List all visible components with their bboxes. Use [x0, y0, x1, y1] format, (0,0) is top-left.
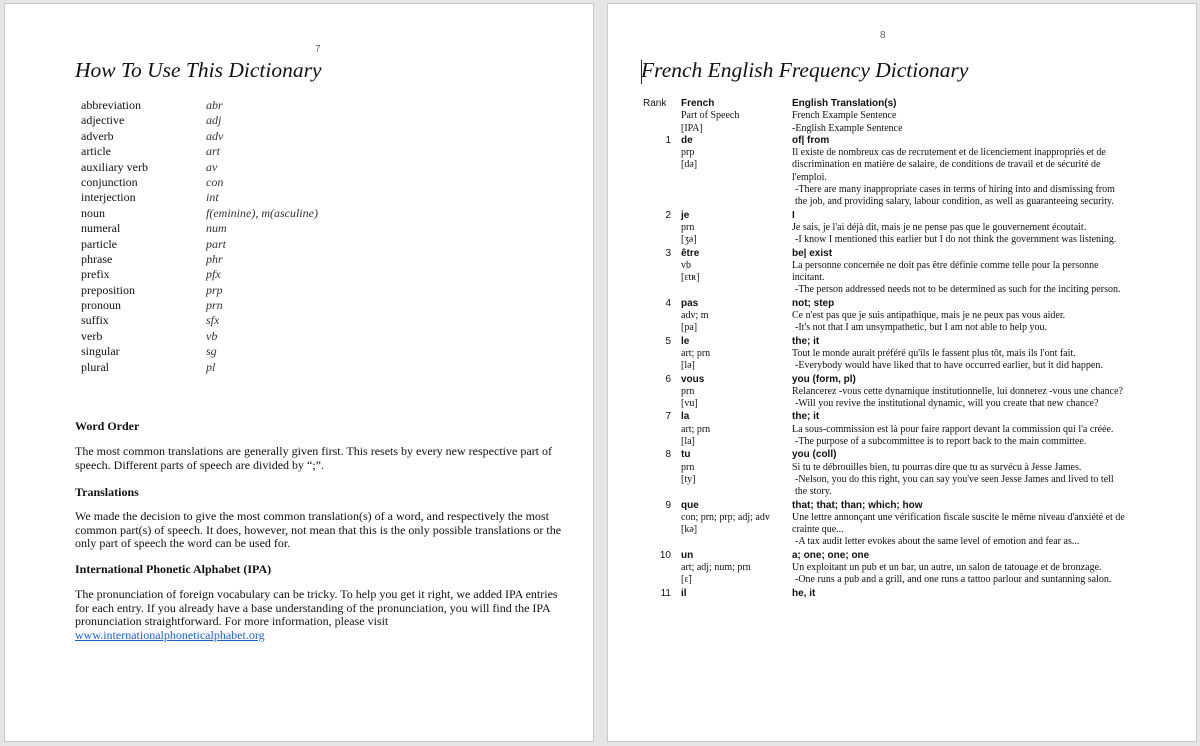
abbreviation-row: [81, 344, 318, 359]
abbreviation-code: num: [206, 221, 227, 236]
entry-translation: a; one; one; one: [792, 549, 870, 561]
entry-headword-row: [643, 411, 1163, 423]
entry-ipa: [ɛtʀ]: [681, 272, 700, 284]
dictionary-entry: [643, 210, 1163, 247]
entry-pos: prn: [681, 221, 695, 233]
abbreviation-code: part: [206, 236, 227, 251]
abbreviation-term: verb: [81, 328, 103, 343]
abbreviation-row: [81, 313, 318, 328]
entry-examples: [792, 424, 1127, 449]
abbreviation-term: singular: [81, 344, 120, 359]
header-french: French: [681, 98, 715, 109]
entry-rank: 9: [665, 499, 671, 511]
entry-translation: not; step: [792, 297, 835, 309]
page-title[interactable]: French English Frequency Dictionary: [641, 58, 969, 82]
abbreviation-list: [81, 98, 318, 375]
entry-rank: 7: [665, 411, 671, 423]
entry-examples: [792, 348, 1127, 373]
entry-examples: [792, 310, 1127, 335]
paragraph-ipa[interactable]: [75, 588, 571, 642]
paragraph-word-order[interactable]: The most common translations are generally given first. This resets by every new respective part of speech. Different parts of speech are divided by “;”.: [75, 444, 552, 472]
abbreviation-code: vb: [206, 328, 218, 343]
entry-example-fr[interactable]: Il existe de nombreux cas de recrutement et de licenciement inappropriés et de discrimination en matière de salaire, de conditions de travail et de sécurité de l'emploi.: [792, 147, 1106, 183]
abbreviation-row: [81, 98, 318, 113]
entry-word: je: [681, 209, 690, 221]
entry-ipa: [la]: [681, 436, 695, 448]
table-header-row-3: [643, 123, 1163, 135]
entry-pos: prp: [681, 147, 695, 159]
empty-cell: [643, 386, 681, 411]
abbreviation-code: adv: [206, 128, 224, 143]
entry-detail-row: [643, 512, 1163, 549]
entry-translation: of| from: [792, 134, 830, 146]
entry-translation: that; that; than; which; how: [792, 499, 923, 511]
entry-ipa: [kə]: [681, 524, 698, 536]
abbreviation-code: adj: [206, 113, 222, 128]
entry-detail-row: [643, 222, 1163, 247]
entry-grammar: [681, 512, 792, 549]
page-title[interactable]: How To Use This Dictionary: [75, 58, 322, 82]
entry-example-en[interactable]: -Will you revive the institutional dynamic, will you create that new chance?: [795, 398, 1099, 410]
entry-examples: [792, 147, 1127, 208]
entry-rank: 4: [665, 297, 671, 309]
entry-example-fr[interactable]: Une lettre annonçant une vérification fiscale suscite le même niveau d'anxiété et de crainte que...: [792, 511, 1125, 536]
empty-cell: [643, 424, 681, 449]
empty-cell: [643, 348, 681, 373]
abbreviation-row: [81, 329, 318, 344]
entry-word: il: [681, 587, 687, 599]
entry-ipa: [ʒə]: [681, 234, 697, 246]
abbreviation-term: auxiliary verb: [81, 159, 148, 174]
page-7: [4, 3, 594, 742]
table-header-row: [643, 98, 1163, 110]
heading-ipa[interactable]: International Phonetic Alphabet (IPA): [75, 562, 272, 576]
header-ipa: [IPA]: [681, 122, 703, 134]
entry-example-fr[interactable]: Tout le monde aurait préféré qu'ils le fassent plus tôt, mais ils l'ont fait.: [792, 347, 1076, 359]
entry-rank: 8: [665, 449, 671, 461]
entry-examples: [792, 386, 1127, 411]
abbreviation-row: [81, 113, 318, 128]
entry-pos: prn: [681, 385, 695, 397]
entry-grammar: [681, 462, 792, 499]
entry-example-en[interactable]: -I know I mentioned this earlier but I do not think the government was listening.: [795, 234, 1117, 246]
entry-word: vous: [681, 373, 705, 385]
abbreviation-code: int: [206, 190, 219, 205]
header-pos: Part of Speech: [681, 110, 740, 122]
entry-headword-row: [643, 336, 1163, 348]
entry-example-fr[interactable]: Ce n'est pas que je suis antipathique, mais je ne peux pas vous aider.: [792, 310, 1066, 322]
dictionary-entry: [643, 550, 1163, 587]
entry-example-en[interactable]: -Everybody would have liked that to have occurred earlier, but it did happen.: [795, 360, 1103, 372]
abbreviation-row: [81, 175, 318, 190]
entry-headword-row: [643, 550, 1163, 562]
header-english: English Translation(s): [792, 98, 897, 109]
abbreviation-row: [81, 298, 318, 313]
entry-detail-row: [643, 424, 1163, 449]
entry-word: pas: [681, 297, 699, 309]
entry-pos: con; prn; prp; adj; adv: [681, 511, 770, 523]
entry-word: tu: [681, 449, 691, 461]
abbreviation-term: article: [81, 144, 111, 159]
entry-pos: art; adj; num; prn: [681, 561, 751, 573]
abbreviation-term: phrase: [81, 251, 113, 266]
abbreviation-code: con: [206, 174, 224, 189]
entry-rank: 1: [665, 134, 671, 146]
entry-pos: prn: [681, 461, 695, 473]
abbreviation-term: pronoun: [81, 298, 121, 313]
entry-pos: adv; m: [681, 310, 709, 322]
entry-word: de: [681, 134, 693, 146]
entry-examples: [792, 512, 1127, 549]
entry-translation: I: [792, 209, 795, 221]
entry-grammar: [681, 310, 792, 335]
abbreviation-code: sfx: [206, 313, 220, 328]
entry-grammar: [681, 260, 792, 297]
entry-headword-row: [643, 449, 1163, 461]
entry-word: un: [681, 549, 694, 561]
entry-detail-row: [643, 310, 1163, 335]
abbreviation-term: suffix: [81, 313, 109, 328]
ipa-website-link[interactable]: www.internationalphoneticalphabet.org: [75, 627, 265, 642]
paragraph-translations[interactable]: We made the decision to give the most common translation(s) of a word, and respectively the most common part(s) of speech. It does, however, not mean that this is the only possible translations or the only part of speech the word can be used for.: [75, 509, 562, 550]
abbreviation-code: prp: [206, 282, 223, 297]
entry-grammar: [681, 147, 792, 208]
entry-rank: 11: [660, 587, 671, 599]
entry-detail-row: [643, 147, 1163, 208]
entry-ipa: [ty]: [681, 473, 696, 485]
abbreviation-term: particle: [81, 236, 117, 251]
abbreviation-row: [81, 206, 318, 221]
abbreviation-term: numeral: [81, 221, 121, 236]
dictionary-entry: [643, 449, 1163, 498]
abbreviation-term: adjective: [81, 113, 125, 128]
empty-cell: [643, 512, 681, 549]
entry-translation: the; it: [792, 335, 820, 347]
abbreviation-code: phr: [206, 251, 223, 266]
entry-headword-row: [643, 500, 1163, 512]
entry-example-en[interactable]: -It's not that I am unsympathetic, but I am not able to help you.: [795, 322, 1048, 334]
abbreviation-row: [81, 160, 318, 175]
entry-detail-row: [643, 386, 1163, 411]
abbreviation-code: sg: [206, 344, 217, 359]
entry-grammar: [681, 424, 792, 449]
empty-cell: [643, 147, 681, 208]
entry-word: la: [681, 411, 690, 423]
empty-cell: [643, 462, 681, 499]
entry-rank: 10: [659, 549, 671, 561]
paragraph-ipa-text: The pronunciation of foreign vocabulary can be tricky. To help you get it right, we added IPA entries for each entry. If you already have a base understanding of the pronunciation, you will find the IPA pronunciation straightforward. For more information, please visit: [75, 587, 558, 628]
abbreviation-code: pl: [206, 359, 216, 374]
abbreviation-term: abbreviation: [81, 98, 141, 112]
entry-pos: art; prn: [681, 423, 711, 435]
abbreviation-term: noun: [81, 205, 105, 220]
dictionary-entry: [643, 248, 1163, 297]
entry-translation: you (coll): [792, 449, 837, 461]
page-8: [607, 3, 1197, 742]
abbreviation-row: [81, 267, 318, 282]
entry-example-fr[interactable]: La sous-commission est là pour faire rapport devant la commission qui l'a créée.: [792, 423, 1114, 435]
entry-word: être: [681, 247, 700, 259]
entry-translation: be| exist: [792, 247, 833, 259]
empty-cell: [643, 123, 681, 135]
abbreviation-term: interjection: [81, 190, 136, 205]
entry-ipa: [ɛ̃]: [681, 574, 692, 586]
empty-cell: [643, 260, 681, 297]
entry-word: le: [681, 335, 690, 347]
abbreviation-code: pfx: [206, 267, 221, 282]
abbreviation-term: preposition: [81, 282, 135, 297]
entry-examples: [792, 462, 1127, 499]
abbreviation-row: [81, 252, 318, 267]
entry-examples: [792, 562, 1127, 587]
empty-cell: [643, 310, 681, 335]
entry-examples: [792, 222, 1127, 247]
abbreviation-row: [81, 360, 318, 375]
entry-grammar: [681, 562, 792, 587]
empty-cell: [643, 562, 681, 587]
entry-example-fr[interactable]: Un exploitant un pub et un bar, un autre, un salon de tatouage et de bronzage.: [792, 561, 1102, 573]
entry-headword-row: [643, 135, 1163, 147]
entry-example-en[interactable]: -The purpose of a subcommittee is to report back to the main committee.: [795, 436, 1087, 448]
entry-example-fr[interactable]: Relancerez -vous cette dynamique institutionnelle, lui donnerez -vous une chance?: [792, 385, 1123, 397]
dictionary-entry: [643, 588, 1163, 600]
entry-headword-row: [643, 248, 1163, 260]
entry-detail-row: [643, 462, 1163, 499]
entry-example-en[interactable]: -A tax audit letter evokes about the same level of emotion and fear as...: [795, 536, 1080, 548]
entry-headword-row: [643, 210, 1163, 222]
abbreviation-code: av: [206, 159, 218, 174]
page-number: 8: [880, 30, 886, 41]
entry-example-en[interactable]: -One runs a pub and a grill, and one runs a tattoo parlour and suntanning salon.: [795, 574, 1112, 586]
header-example-en: -English Example Sentence: [792, 122, 903, 134]
entry-grammar: [681, 386, 792, 411]
entry-example-en[interactable]: -There are many inappropriate cases in terms of hiring into and dismissing from the job, and providing salary, labour condition, as well as guaranteeing security.: [795, 184, 1115, 208]
abbreviation-term: plural: [81, 359, 109, 374]
entry-rank: 6: [665, 373, 671, 385]
entry-ipa: [vu]: [681, 398, 698, 410]
entry-pos: art; prn: [681, 347, 711, 359]
frequency-table: [643, 98, 1163, 601]
entry-translation: you (form, pl): [792, 373, 856, 385]
entry-ipa: [lə]: [681, 360, 695, 372]
entry-example-fr[interactable]: Si tu te débrouilles bien, tu pourras dire que tu as survécu à Jesse James.: [792, 461, 1082, 473]
abbreviation-term: prefix: [81, 267, 110, 282]
abbreviation-row: [81, 129, 318, 144]
entry-rank: 3: [665, 247, 671, 259]
abbreviation-code: prn: [206, 298, 223, 313]
entry-ipa: [də]: [681, 159, 698, 171]
header-rank: Rank: [643, 98, 667, 109]
entry-examples: [792, 260, 1127, 297]
entry-example-en[interactable]: -Nelson, you do this right, you can say you've seen Jesse James and lived to tell the story.: [795, 473, 1114, 498]
abbreviation-row: [81, 237, 318, 252]
entry-headword-row: [643, 588, 1163, 600]
entries: [643, 135, 1163, 600]
abbreviation-term: conjunction: [81, 174, 138, 189]
empty-cell: [643, 222, 681, 247]
dictionary-entry: [643, 336, 1163, 373]
entry-example-fr[interactable]: La personne concernée ne doit pas être définie comme telle pour la personne incitant.: [792, 259, 1099, 284]
entry-grammar: [681, 348, 792, 373]
abbreviation-row: [81, 190, 318, 205]
entry-translation: he, it: [792, 587, 816, 599]
entry-rank: 5: [665, 335, 671, 347]
dictionary-entry: [643, 374, 1163, 411]
entry-detail-row: [643, 348, 1163, 373]
entry-example-fr[interactable]: Je sais, je l'ai déjà dit, mais je ne pense pas que le gouvernement écoutait.: [792, 221, 1087, 233]
entry-rank: 2: [665, 209, 671, 221]
heading-translations[interactable]: Translations: [75, 485, 139, 499]
header-example-fr: French Example Sentence: [792, 110, 897, 122]
page-number: 7: [315, 44, 321, 55]
abbreviation-code: art: [206, 144, 221, 159]
entry-pos: vb: [681, 259, 691, 271]
heading-word-order[interactable]: Word Order: [75, 419, 140, 433]
abbreviation-term: adverb: [81, 128, 114, 143]
table-header-row-2: [643, 110, 1163, 122]
empty-cell: [643, 110, 681, 122]
entry-translation: the; it: [792, 411, 820, 423]
entry-example-en[interactable]: -The person addressed needs not to be determined as such for the inciting person.: [795, 284, 1121, 296]
entry-headword-row: [643, 374, 1163, 386]
dictionary-entry: [643, 411, 1163, 448]
abbreviation-row: [81, 221, 318, 236]
abbreviation-row: [81, 144, 318, 159]
abbreviation-row: [81, 283, 318, 298]
entry-word: que: [681, 499, 699, 511]
dictionary-entry: [643, 135, 1163, 209]
entry-ipa: [pa]: [681, 322, 698, 334]
abbreviation-code: abr: [206, 98, 223, 112]
abbreviation-code: f(eminine), m(asculine): [206, 205, 318, 220]
entry-detail-row: [643, 562, 1163, 587]
dictionary-entry: [643, 298, 1163, 335]
entry-headword-row: [643, 298, 1163, 310]
entry-detail-row: [643, 260, 1163, 297]
dictionary-entry: [643, 500, 1163, 549]
entry-grammar: [681, 222, 792, 247]
